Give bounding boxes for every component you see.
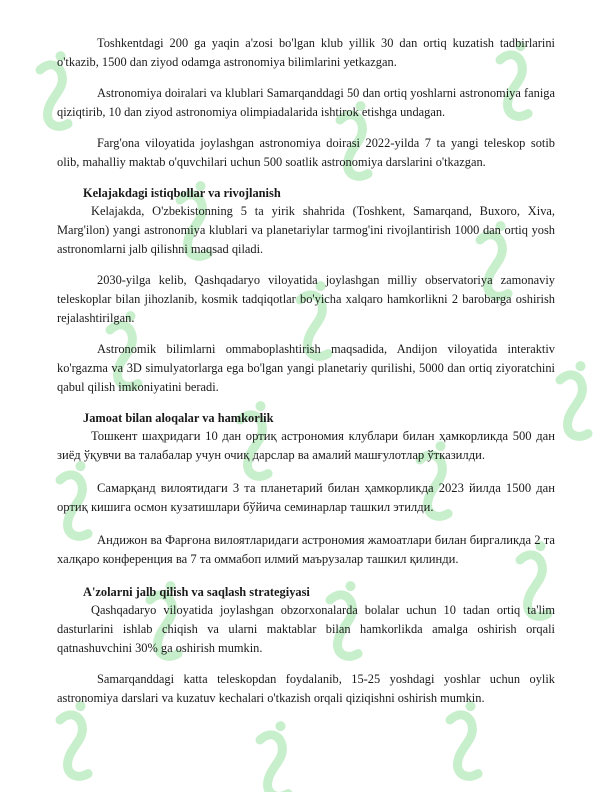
paragraph: Astronomiya doiralari va klublari Samarqanddagi 50 dan ortiq yoshlarni astronomiya faniga qiziqtirib, 10 dan ziyod astronomiya olimpiadalarida ishtirok etishga undagan. <box>57 86 555 119</box>
paragraph: Qashqadaryo viloyatida joylashgan obzorxonalarda bolalar uchun 10 tadan ortiq ta'lim dasturlarini ishlab chiqish va ularni maktablar bilan hamkorlikda amalga oshirish orqali qatnashuvchini 30% ga oshirish mumkin. <box>57 603 555 655</box>
paragraph: Astronomik bilimlarni ommaboplashtirish maqsadida, Andijon viloyatida interaktiv ko'rgazma va 3D simulyatorlarga ega bo'lgan yangi planetariy qurilishi, 5000 dan ortiq ziyoratchini qabul qilish imkoniyatini beradi. <box>57 342 555 394</box>
paragraph: 2030-yilga kelib, Qashqadaryo viloyatida joylashgan milliy observatoriya zamonaviy teleskoplar bilan jihozlanib, kosmik tadqiqotlar bo'yicha xalqaro hamkorlikni 2 barobarga oshirish rejalashtirilgan. <box>57 273 555 325</box>
paragraph: Самарқанд вилоятидаги 3 та планетарий билан ҳамкорликда 2023 йилда 1500 дан ортиқ кишига осмон кузатишлари бўйича семинарлар ташкил этилди. <box>57 481 555 514</box>
section-heading: Jamoat bilan aloqalar va hamkorlik <box>83 411 274 425</box>
paragraph: Kelajakda, O'zbekistonning 5 ta yirik shahrida (Toshkent, Samarqand, Buxoro, Xiva, Marg'ilon) yangi astronomiya klublari va planetariylar tarmog'ini rivojlantirish 1000 dan ortiq yosh astronomlarni jalb qilishni maqsad qiladi. <box>57 204 555 256</box>
paragraph: Андижон ва Фарғона вилоятларидаги астрономия жамоатлари билан биргаликда 2 та халқаро конференция ва 7 та оммабоп илмий маърузалар ташкил қилинди. <box>57 533 555 566</box>
paragraph: Samarqanddagi katta teleskopdan foydalanib, 15-25 yoshdagi yoshlar uchun oylik astronomiya darslari va kuzatuv kechalari o'tkazish orqali qiziqishni oshirish mumkin. <box>57 672 555 705</box>
paragraph: Farg'ona viloyatida joylashgan astronomiya doirasi 2022-yilda 7 ta yangi teleskop sotib olib, mahalliy maktab o'quvchilari uchun 500 soatlik astronomiya darslarini o'tkazgan. <box>57 136 555 169</box>
paragraph: Toshkentdagi 200 ga yaqin a'zosi bo'lgan klub yillik 30 dan ortiq kuzatish tadbirlarini o'tkazib, 1500 dan ziyod odamga astronomiya bilimlarini yetkazgan. <box>57 36 555 69</box>
section-heading: A'zolarni jalb qilish va saqlash strategiyasi <box>83 585 310 599</box>
paragraph: Тошкент шаҳридаги 10 дан ортиқ астрономия клублари билан ҳамкорликда 500 дан зиёд ўқувчи ва талабалар учун очиқ дарслар ва амалий машғулотлар ўтказилди. <box>57 429 555 462</box>
section-heading: Kelajakdagi istiqbollar va rivojlanish <box>83 186 281 200</box>
